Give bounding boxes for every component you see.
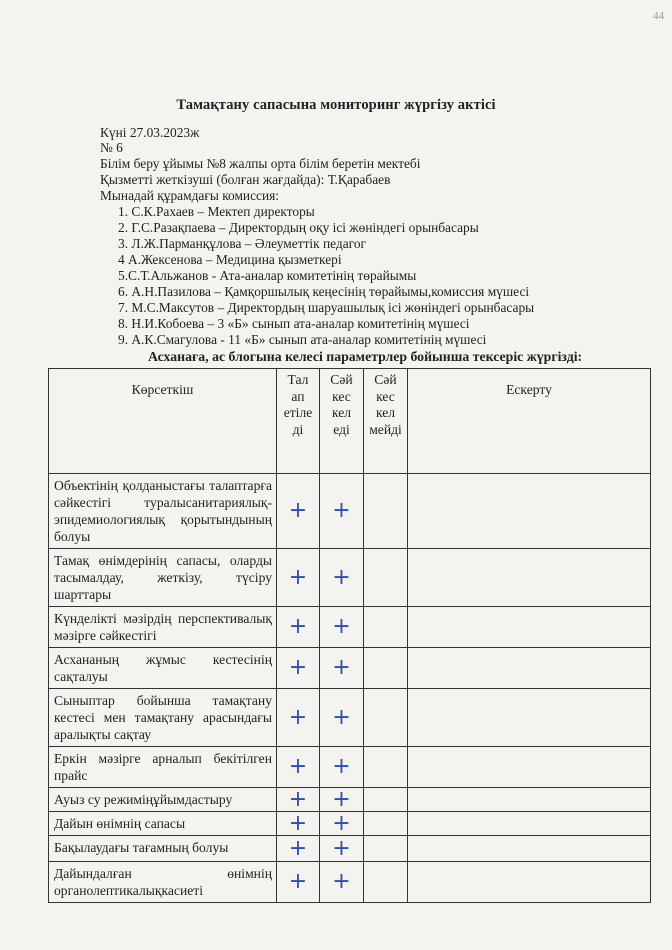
indicator-cell <box>49 836 277 862</box>
handwritten-plus-mark: + <box>288 835 308 861</box>
indicator-cell <box>49 862 277 903</box>
header-compliant-line: кес <box>332 388 351 404</box>
table-row <box>49 788 651 812</box>
indicator-cell <box>49 648 277 689</box>
compliant-cell <box>320 788 364 812</box>
required-cell <box>277 689 320 747</box>
commission-member: 3. Л.Ж.Парманқұлова – Әлеуметтік педагог <box>118 236 367 251</box>
header-noncompliant-line: мейді <box>369 421 402 437</box>
noncompliant-cell <box>364 607 408 648</box>
table-row <box>49 862 651 903</box>
table-row <box>49 689 651 747</box>
header-note: Ескерту <box>408 369 651 474</box>
handwritten-plus-mark: + <box>288 655 308 680</box>
note-cell <box>408 862 651 903</box>
required-cell <box>277 474 320 549</box>
compliant-cell <box>320 812 364 836</box>
indicator-text: Объектінің қолданыстағы талаптарға сәйкестігі туралысанитариялық-эпидемиологиялық қорытындының болуы <box>54 478 272 544</box>
header-compliant-line: еді <box>333 421 350 437</box>
note-cell <box>408 812 651 836</box>
handwritten-plus-mark: + <box>332 810 351 836</box>
required-cell <box>277 747 320 788</box>
indicator-text: Асхананың жұмыс кестесінің сақталуы <box>54 652 272 684</box>
header-required-line: етіле <box>283 405 313 420</box>
table-row <box>49 747 651 788</box>
note-cell <box>408 836 651 862</box>
header-required <box>277 369 320 474</box>
header-compliant <box>320 369 364 474</box>
header-required-line: ді <box>292 421 304 437</box>
table-row <box>49 549 651 607</box>
indicator-cell <box>49 474 277 549</box>
commission-member: 6. А.Н.Пазилова – Қамқоршылық кеңесінің төрайымы,комиссия мүшесі <box>118 284 530 299</box>
handwritten-plus-mark: + <box>288 786 308 812</box>
handwritten-plus-mark: + <box>288 754 308 779</box>
compliant-cell <box>320 862 364 903</box>
required-cell <box>277 607 320 648</box>
handwritten-plus-mark: + <box>332 869 351 894</box>
commission-member: 2. Г.С.Разақпаева – Директордың оқу ісі жөніндегі орынбасары <box>118 220 479 235</box>
note-cell <box>408 689 651 747</box>
handwritten-plus-mark: + <box>332 835 351 861</box>
monitoring-table <box>48 368 651 903</box>
compliant-cell <box>320 689 364 747</box>
commission-member: 9. А.К.Смагулова - 11 «Б» сынып ата-аналар комитетінің мүшесі <box>118 332 487 347</box>
indicator-cell <box>49 549 277 607</box>
commission-member: 1. С.К.Рахаев – Мектеп директоры <box>118 204 315 219</box>
noncompliant-cell <box>364 747 408 788</box>
handwritten-plus-mark: + <box>288 614 308 639</box>
indicator-text: Тамақ өнімдерінің сапасы, оларды тасымалдау, жеткізу, түсіру шарттары <box>54 553 272 602</box>
compliant-cell <box>320 607 364 648</box>
compliant-cell <box>320 836 364 862</box>
header-noncompliant-line: кел <box>375 405 396 420</box>
header-compliant-line: кел <box>331 405 352 420</box>
noncompliant-cell <box>364 474 408 549</box>
handwritten-plus-mark: + <box>288 704 308 730</box>
indicator-text: Дайын өнімнің сапасы <box>54 816 186 831</box>
required-cell <box>277 788 320 812</box>
indicator-text: Дайындалған өнімнің органолептикалықкасиеті <box>54 866 272 898</box>
compliant-cell <box>320 648 364 689</box>
handwritten-plus-mark: + <box>288 810 308 836</box>
handwritten-plus-mark: + <box>288 498 308 523</box>
school-line: Білім беру ұйымы №8 жалпы орта білім беретін мектебі <box>100 156 421 171</box>
header-required-line: ап <box>291 388 305 404</box>
commission-member: 8. Н.И.Кобоева – 3 «Б» сынып ата-аналар комитетінің мүшесі <box>118 316 470 331</box>
compliant-cell <box>320 747 364 788</box>
note-cell <box>408 788 651 812</box>
note-cell <box>408 648 651 689</box>
note-cell <box>408 747 651 788</box>
commission-member: 4 А.Жексенова – Медицина қызметкері <box>118 252 342 267</box>
note-cell <box>408 549 651 607</box>
commission-intro: Мынадай құрамдағы комиссия: <box>100 188 280 203</box>
indicator-cell <box>49 689 277 747</box>
page-corner-number: 44 <box>653 10 664 22</box>
required-cell <box>277 549 320 607</box>
required-cell <box>277 812 320 836</box>
required-cell <box>277 648 320 689</box>
supplier-line: Қызметті жеткізуші (болған жағдайда): Т.Қарабаев <box>100 172 391 187</box>
handwritten-plus-mark: + <box>288 564 308 590</box>
noncompliant-cell <box>364 812 408 836</box>
table-row <box>49 812 651 836</box>
commission-member: 5.С.Т.Альжанов - Ата-аналар комитетінің төрайымы <box>118 268 417 283</box>
note-cell <box>408 474 651 549</box>
indicator-text: Күнделікті мәзірдің перспективалық мәзірге сәйкестігі <box>54 611 272 643</box>
noncompliant-cell <box>364 836 408 862</box>
noncompliant-cell <box>364 689 408 747</box>
required-cell <box>277 836 320 862</box>
table-row <box>49 474 651 549</box>
note-cell <box>408 607 651 648</box>
indicator-text: Сыныптар бойынша тамақтану кестесі мен тамақтану арасындағы аралықты сақтау <box>54 693 272 742</box>
date-line: Күні 27.03.2023ж <box>100 125 200 140</box>
handwritten-plus-mark: + <box>332 786 351 812</box>
indicator-cell <box>49 788 277 812</box>
indicator-cell <box>49 607 277 648</box>
required-cell <box>277 862 320 903</box>
header-required-line: Тал <box>287 372 309 387</box>
header-noncompliant <box>364 369 408 474</box>
inspection-heading: Асханаға, ас блогына келесі параметрлер бойынша тексеріс жүргізді: <box>148 349 583 364</box>
indicator-text: Бақылаудағы тағамның болуы <box>54 840 229 855</box>
noncompliant-cell <box>364 549 408 607</box>
table-body <box>49 474 651 903</box>
handwritten-plus-mark: + <box>332 655 351 680</box>
indicator-text: Еркін мәзірге арналып бекітілген прайс <box>54 751 272 783</box>
handwritten-plus-mark: + <box>288 869 308 894</box>
handwritten-plus-mark: + <box>332 704 351 730</box>
table-row <box>49 648 651 689</box>
compliant-cell <box>320 549 364 607</box>
table-row <box>49 607 651 648</box>
handwritten-plus-mark: + <box>332 564 351 590</box>
header-noncompliant-line: кес <box>376 388 395 404</box>
noncompliant-cell <box>364 648 408 689</box>
noncompliant-cell <box>364 862 408 903</box>
indicator-cell <box>49 812 277 836</box>
commission-member: 7. М.С.Максутов – Директордың шаруашылық ісі жөніндегі орынбасары <box>118 300 535 315</box>
compliant-cell <box>320 474 364 549</box>
handwritten-plus-mark: + <box>332 754 351 779</box>
indicator-cell <box>49 747 277 788</box>
act-number: № 6 <box>100 140 123 155</box>
header-noncompliant-line: Сәй <box>374 372 397 387</box>
table-header-row <box>49 369 651 474</box>
handwritten-plus-mark: + <box>332 498 351 523</box>
header-compliant-line: Сәй <box>330 372 353 387</box>
noncompliant-cell <box>364 788 408 812</box>
document-title: Тамақтану сапасына мониторинг жүргізу актісі <box>176 97 496 113</box>
table-row <box>49 836 651 862</box>
header-indicator: Көрсеткіш <box>49 369 277 474</box>
indicator-text: Ауыз су режиміңұйымдастыру <box>54 792 233 807</box>
handwritten-plus-mark: + <box>332 614 351 639</box>
